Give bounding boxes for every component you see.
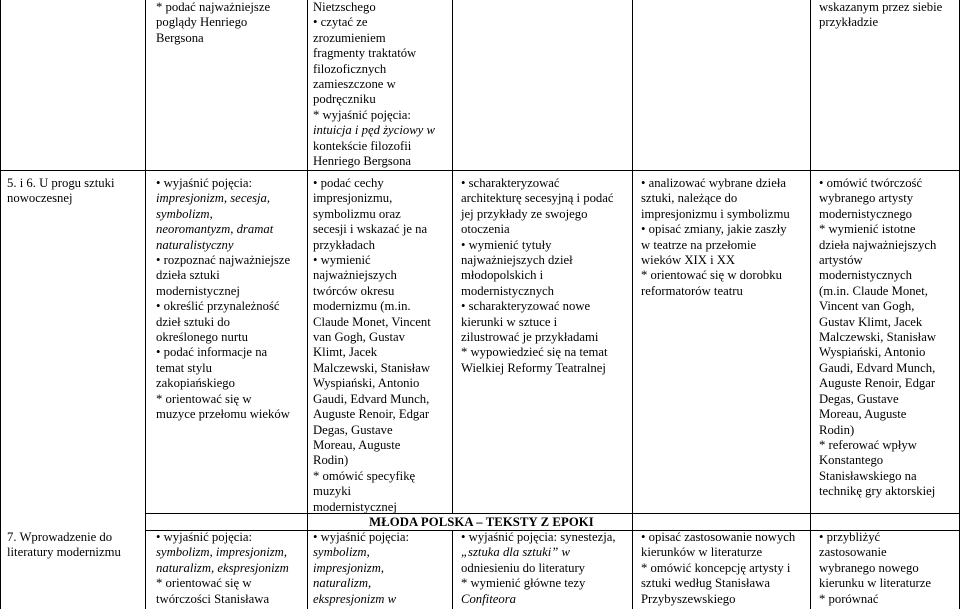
text-line: • określić przynależność	[156, 299, 280, 314]
text-line: symbolizmu oraz	[313, 206, 401, 221]
text-line: * porównać	[819, 591, 879, 606]
grid-line-v2	[307, 0, 308, 609]
text-line: kierunku w literaturze	[819, 576, 932, 591]
text-line: * omówić koncepcję artysty i	[641, 560, 791, 575]
text-line: wieków XIX i XX	[641, 253, 736, 268]
rozszerzajace-bottom	[461, 530, 616, 607]
text-line: * orientować się w dorobku	[641, 268, 782, 283]
text-line: • scharakteryzować nowe	[461, 299, 591, 314]
grid-line-v3a	[452, 0, 453, 513]
text-line: najważniejszych dzieł	[461, 253, 573, 268]
text-line: Henriego Bergsona	[313, 154, 412, 169]
text-line: impresjonizm, secesja,	[156, 191, 271, 206]
text-line: Malczewski, Stanisław	[819, 330, 936, 345]
text-line: przykładach	[313, 237, 375, 252]
text-line: Gustav Klimt, Jacek	[819, 314, 923, 329]
text-line: • przybliżyć	[819, 530, 881, 544]
text-line: muzyki	[313, 484, 352, 499]
text-line: artystów	[819, 253, 863, 268]
text-line: symbolizm, impresjonizm,	[156, 545, 287, 560]
text-line: • opisać zastosowanie nowych	[641, 530, 796, 544]
wykraczajace-mid	[819, 176, 936, 500]
wykraczajace-top	[819, 0, 942, 31]
text-line: * referować wpływ	[819, 437, 917, 452]
text-line: technikę gry aktorskiej	[819, 484, 936, 499]
text-line: * orientować się w	[156, 576, 252, 591]
text-line: • wyjaśnić pojęcia:	[156, 176, 253, 190]
text-line: symbolizm,	[313, 545, 370, 560]
text-line: • wyjaśnić pojęcia: synestezja,	[461, 530, 616, 544]
text-line: * podać najważniejsze	[156, 0, 271, 14]
podstawowe-mid	[313, 176, 431, 515]
text-line: Wielkiej Reformy Teatralnej	[461, 360, 606, 375]
text-line: secesji i wskazać je na	[313, 222, 428, 237]
text-line: wybranego artysty	[819, 191, 914, 206]
konieczne-bottom	[156, 530, 289, 607]
text-line: wskazanym przez siebie	[819, 0, 943, 14]
text-line: impresjonizm,	[313, 560, 385, 575]
text-line: Gaudi, Edvard Munch,	[819, 360, 936, 375]
text-line: kierunków w literaturze	[641, 545, 763, 560]
text-line: temat stylu	[156, 360, 213, 375]
grid-line-v5	[810, 0, 811, 609]
text-line: * omówić specyfikę	[313, 468, 416, 483]
text-line: zamieszczone w	[313, 77, 396, 92]
podstawowe-top	[313, 0, 435, 169]
text-line: zilustrować je przykładami	[461, 330, 599, 345]
text-line: architekturę secesyjną i podać	[461, 191, 614, 206]
text-line: Konstantego	[819, 453, 884, 468]
text-line: Bergsona	[156, 30, 204, 45]
text-line: • wyjaśnić pojęcia:	[313, 530, 410, 544]
text-line: jej przykłady ze swojego	[461, 206, 588, 221]
text-line: otoczenia	[461, 222, 510, 237]
text-line: zrozumieniem	[313, 30, 386, 45]
text-line: zakopiańskiego	[156, 376, 235, 391]
wykraczajace-bottom	[819, 530, 931, 607]
text-line: zastosowanie	[819, 545, 887, 560]
text-line: naturalizm, ekspresjonizm	[156, 560, 289, 575]
text-line: * wypowiedzieć się na temat	[461, 345, 608, 360]
text-line: Klimt, Jacek	[313, 345, 378, 360]
text-line: modernistycznej	[156, 283, 240, 298]
text-line: Claude Monet, Vincent	[313, 314, 431, 329]
text-line: modernistycznych	[461, 283, 555, 298]
text-line: twórców okresu	[313, 283, 395, 298]
text-line: modernistycznego	[819, 206, 913, 221]
text-line: przykładzie	[819, 15, 879, 30]
grid-line-v1	[145, 0, 146, 609]
text-line: dzieła sztuki	[156, 268, 220, 283]
text-line: Degas, Gustave	[819, 391, 899, 406]
text-line: van Gogh, Gustav	[313, 330, 405, 345]
text-line: • wyjaśnić pojęcia:	[156, 530, 253, 544]
text-line: Auguste Renoir, Edgar	[313, 407, 430, 422]
text-line: ekspresjonizm w	[313, 591, 397, 606]
text-line: modernizmu (m.in.	[313, 299, 411, 314]
text-line: modernistycznej	[313, 499, 397, 514]
text-line: * orientować się w	[156, 391, 252, 406]
text-line: najważniejszych	[313, 268, 397, 283]
text-line: Rodin)	[313, 453, 349, 468]
section-title-5-6: 5. i 6. U progu sztuki nowoczesnej	[7, 176, 115, 206]
grid-line-v0	[0, 0, 1, 609]
text-line: fragmenty traktatów	[313, 46, 417, 61]
text-line: Wyspiański, Antonio	[313, 376, 420, 391]
text-line: „sztuka dla sztuki” w	[461, 545, 570, 560]
podstawowe-bottom	[313, 530, 409, 607]
text-line: • opisać zmiany, jakie zaszły	[641, 222, 787, 237]
text-line: intuicja i pęd życiowy w	[313, 123, 435, 138]
text-line: reformatorów teatru	[641, 283, 743, 298]
section-title-7: 7. Wprowadzenie do literatury modernizmu	[7, 530, 121, 560]
text-line: symbolizm,	[156, 206, 213, 221]
text-line: kierunki w sztuce i	[461, 314, 558, 329]
text-line: * wymienić istotne	[819, 222, 916, 237]
text-line: w teatrze na przełomie	[641, 237, 757, 252]
text-line: neoromantyzm, dramat	[156, 222, 274, 237]
text-line: Moreau, Auguste	[313, 437, 401, 452]
text-line: Malczewski, Stanisław	[313, 360, 430, 375]
grid-line-h1	[0, 170, 960, 171]
text-line: Moreau, Auguste	[819, 407, 907, 422]
text-line: modernistycznych	[819, 268, 913, 283]
text-line: podręczniku	[313, 92, 376, 107]
text-line: wybranego nowego	[819, 560, 919, 575]
grid-line-h2	[145, 513, 960, 514]
text-line: kontekście filozofii	[313, 138, 412, 153]
rozszerzajace-mid	[461, 176, 614, 376]
text-line: muzyce przełomu wieków	[156, 407, 290, 422]
text-line: dzieł sztuki do	[156, 314, 230, 329]
text-line: • czytać ze	[313, 15, 368, 30]
konieczne-mid	[156, 176, 290, 423]
text-line: twórczości Stanisława	[156, 591, 270, 606]
text-line: • wymienić	[313, 253, 371, 268]
text-line: Przybyszewskiego	[641, 591, 736, 606]
text-line: impresjonizmu,	[313, 191, 393, 206]
text-line: sztuki, należące do	[641, 191, 738, 206]
text-line: impresjonizmu i symbolizmu	[641, 206, 790, 221]
text-line: Vincent van Gogh,	[819, 299, 915, 314]
dopelniajace-bottom	[641, 530, 795, 607]
text-line: naturalistyczny	[156, 237, 234, 252]
text-line: Nietzschego	[313, 0, 376, 14]
text-line: Auguste Renoir, Edgar	[819, 376, 936, 391]
text-line: (m.in. Claude Monet,	[819, 283, 928, 298]
text-line: młodopolskich i	[461, 268, 544, 283]
text-line: • scharakteryzować	[461, 176, 560, 190]
text-line: odniesieniu do literatury	[461, 560, 586, 575]
text-line: określonego nurtu	[156, 330, 248, 345]
text-line: naturalizm,	[313, 576, 372, 591]
text-line: Confiteora	[461, 591, 516, 606]
text-line: • podać cechy	[313, 176, 384, 190]
text-line: * wyjaśnić pojęcia:	[313, 107, 411, 122]
text-line: poglądy Henriego	[156, 15, 248, 30]
section-banner: MŁODA POLSKA – TEKSTY Z EPOKI	[369, 515, 594, 529]
text-line: • omówić twórczość	[819, 176, 923, 190]
text-line: • analizować wybrane dzieła	[641, 176, 786, 190]
text-line: * wymienić główne tezy	[461, 576, 586, 591]
text-line: • podać informacje na	[156, 345, 268, 360]
grid-line-v4	[632, 0, 633, 609]
text-line: • rozpoznać najważniejsze	[156, 253, 291, 268]
konieczne-top	[156, 0, 270, 46]
text-line: sztuki według Stanisława	[641, 576, 770, 591]
text-line: • wymienić tytuły	[461, 237, 552, 252]
text-line: Stanisławskiego na	[819, 468, 917, 483]
text-line: Rodin)	[819, 422, 855, 437]
text-line: filozoficznych	[313, 61, 387, 76]
grid-line-v3b	[452, 530, 453, 609]
dopelniajace-mid	[641, 176, 790, 299]
text-line: dzieła najważniejszych	[819, 237, 937, 252]
text-line: Degas, Gustave	[313, 422, 393, 437]
text-line: Wyspiański, Antonio	[819, 345, 926, 360]
text-line: Gaudi, Edvard Munch,	[313, 391, 430, 406]
